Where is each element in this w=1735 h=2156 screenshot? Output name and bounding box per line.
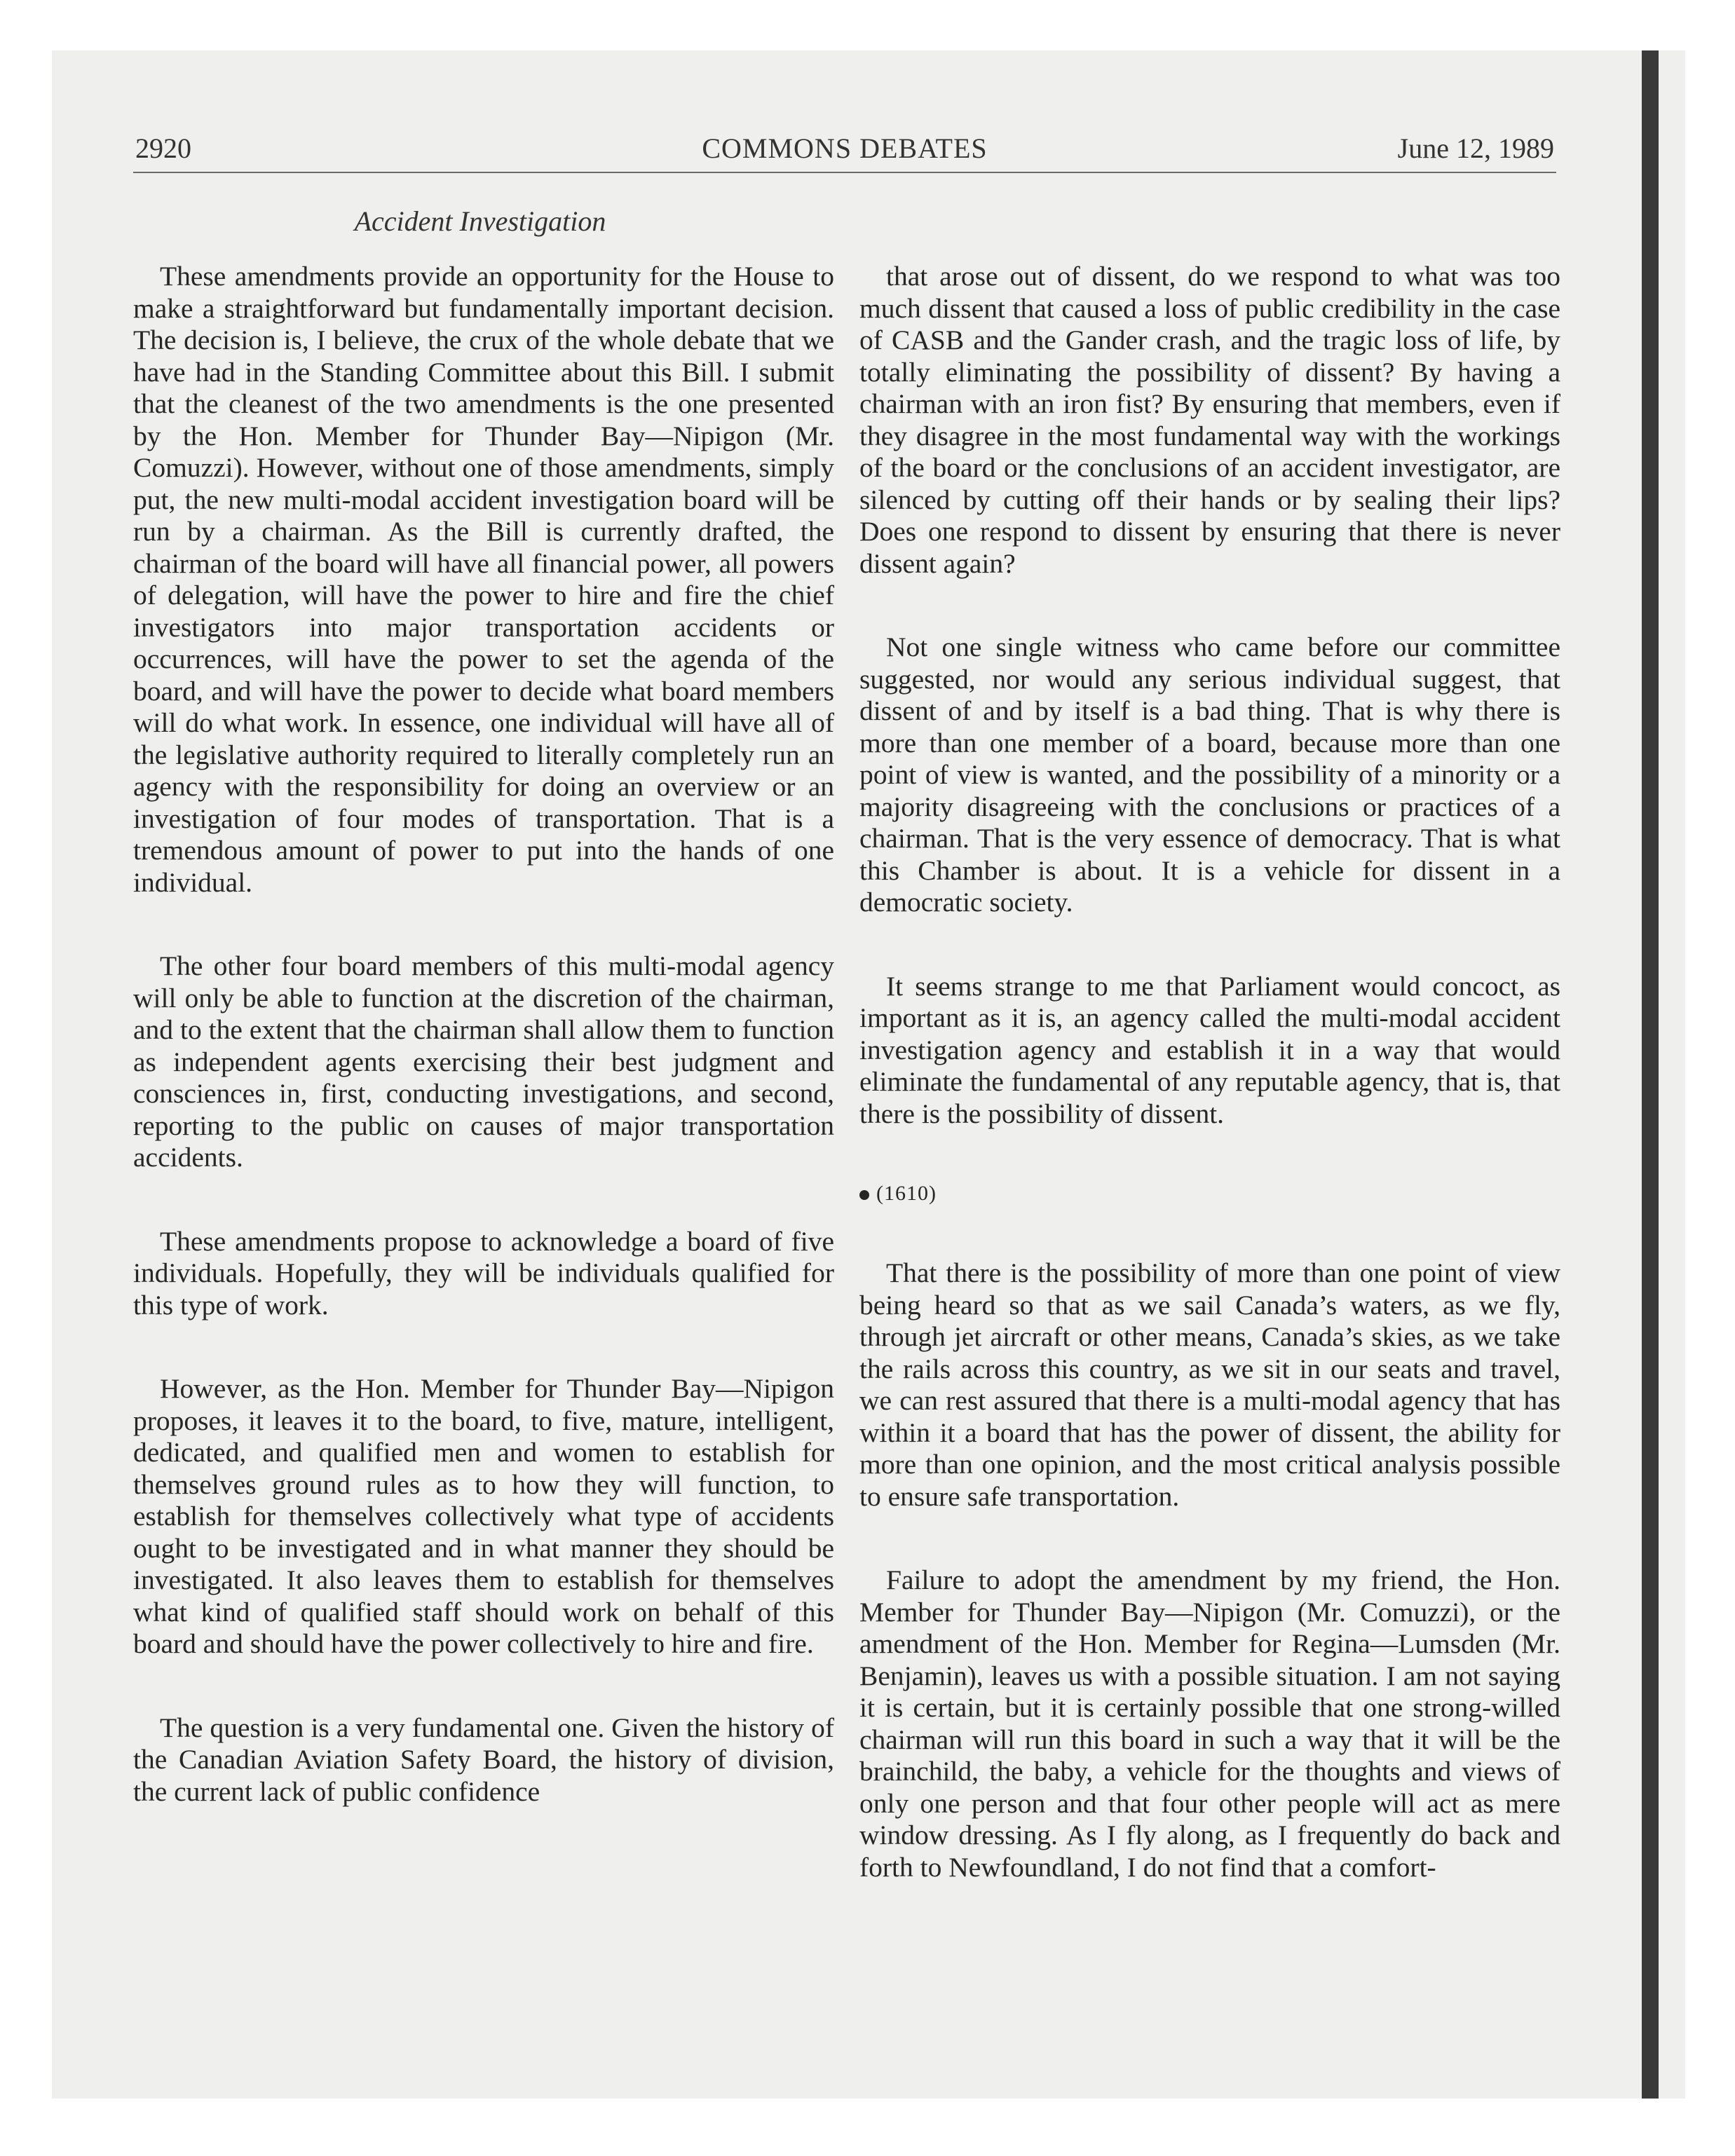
page-number: 2920 [135,132,191,164]
paragraph: Failure to adopt the amendment by my friend, the Hon. Member for Thunder Bay—Nipigon (Mr. Comuzzi), or the amendment of the Hon. Member for Regina—Lumsden (Mr. Benjamin), leaves us with a possible situation. I am not saying it is certain, but it is certainly possible that one strong-willed chairman will run this board in such a way that it will be the brainchild, the baby, a vehicle for the thoughts and views of only one person and that four other people will act as mere window dressing. As I fly along, as I frequently do back and forth to Newfoundland, I do not find that a comfort- [859,1564,1560,1883]
paragraph: that arose out of dissent, do we respond to what was too much dissent that caused a loss of public credibility in the case of CASB and the Gander crash, and the tragic loss of life, by totally eliminating the possibility of dissent? By having a chairman with an iron fist? By ensuring that members, even if they disagree in the most fundamental way with the workings of the board or the conclusions of an accident investigator, are silenced by cutting off their hands or by sealing their lips? Does one respond to dissent by ensuring that there is never dissent again? [859,261,1560,579]
header-date: June 12, 1989 [1397,132,1554,164]
time-marker-text: (1610) [876,1182,937,1205]
page-edge-shadow [1642,50,1659,2099]
running-header [135,132,1554,174]
paragraph: That there is the possibility of more than one point of view being heard so that as we sail Canada’s waters, as we fly, through jet aircraft or other means, Canada’s skies, as we take the rails across this country, as we sit in our seats and travel, we can rest assured that there is a multi-modal agency that has within it a board that has the power of dissent, the ability for more than one opinion, and the most critical analysis possible to ensure safe transportation. [859,1257,1560,1512]
left-column [133,261,834,1860]
right-column [859,261,1560,1935]
time-marker [859,1182,1560,1206]
section-title: Accident Investigation [354,205,606,237]
paragraph: The other four board members of this multi-modal agency will only be able to function at the discretion of the chairman, and to the extent that the chairman shall allow them to function as independent agents exercising their best judgment and consciences in, first, conducting investigations, and second, reporting to the public on causes of major transportation accidents. [133,950,834,1173]
paragraph: The question is a very fundamental one. Given the history of the Canadian Aviation Safety Board, the history of division, the current lack of public confidence [133,1712,834,1807]
paragraph: However, as the Hon. Member for Thunder Bay—Nipigon proposes, it leaves it to the board, to five, mature, intelligent, dedicated, and qualified men and women to establish for themselves ground rules as to how they will function, to establish for themselves collectively what type of accidents ought to be investigated and in what manner they should be investigated. It also leaves them to establish for themselves what kind of qualified staff should work on behalf of this board and should have the power collectively to hire and fire. [133,1373,834,1659]
paragraph: It seems strange to me that Parliament would concoct, as important as it is, an agency called the multi-modal accident investigation agency and establish it in a way that would eliminate the fundamental of any reputable agency, that is, that there is the possibility of dissent. [859,970,1560,1129]
paragraph: These amendments propose to acknowledge a board of five individuals. Hopefully, they will be individuals qualified for this type of work. [133,1225,834,1321]
paragraph: Not one single witness who came before our committee suggested, nor would any serious individual suggest, that dissent of and by itself is a bad thing. That is why there is more than one member of a board, because more than one point of view is wanted, and the possibility of a minority or a majority disagreeing with the conclusions or practices of a chairman. That is the very essence of democracy. That is what this Chamber is about. It is a vehicle for dissent in a democratic society. [859,632,1560,917]
publication-title: COMMONS DEBATES [702,132,988,164]
bullet-icon [859,1190,869,1200]
paragraph: These amendments provide an opportunity for the House to make a straightforward but fundamentally important decision. The decision is, I believe, the crux of the whole debate that we have had in the Standing Committee about this Bill. I submit that the cleanest of the two amendments is the one presented by the Hon. Member for Thunder Bay—Nipigon (Mr. Comuzzi). However, without one of those amendments, simply put, the new multi-modal accident investigation board will be run by a chairman. As the Bill is currently drafted, the chairman of the board will have all financial power, all powers of delegation, will have the power to hire and fire the chief investigators into major transportation accidents or occurrences, will have the power to set the agenda of the board, and will have the power to decide what board members will do what work. In essence, one individual will have all of the legislative authority required to literally completely run an agency with the responsibility for doing an overview or an investigation of four modes of transportation. That is a tremendous amount of power to put into the hands of one individual. [133,261,834,898]
header-rule [133,172,1556,173]
